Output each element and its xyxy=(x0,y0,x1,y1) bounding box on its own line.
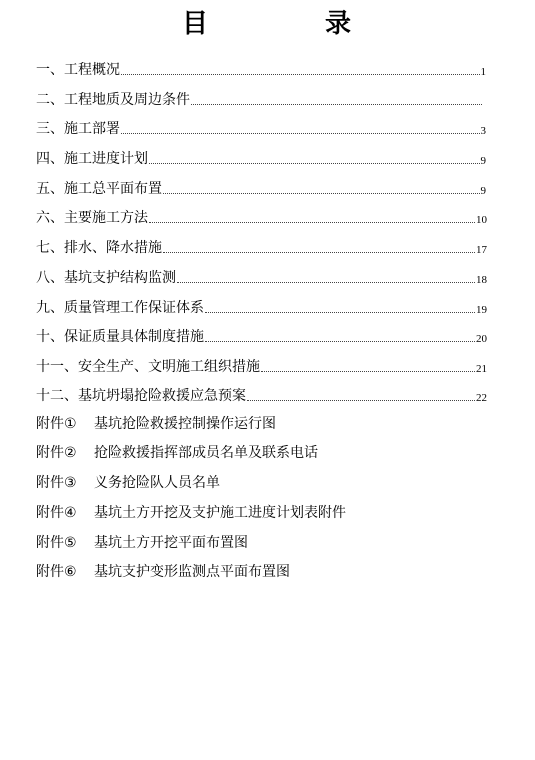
toc-entry xyxy=(36,88,483,110)
appendix-entry xyxy=(36,532,248,554)
toc-leader xyxy=(261,371,475,372)
toc-entry-page: 18 xyxy=(476,274,487,286)
toc-leader xyxy=(121,133,480,134)
toc-entry xyxy=(36,266,487,288)
appendix-title: 抢险救援指挥部成员名单及联系电话 xyxy=(94,445,318,461)
toc-entry-label: 二、工程地质及周边条件 xyxy=(36,92,190,108)
appendix-number: 附件④ xyxy=(36,505,77,521)
toc-entry-page: 3 xyxy=(480,125,486,137)
toc-entry-label: 一、工程概况 xyxy=(36,62,120,78)
appendix-entry xyxy=(36,413,276,435)
toc-leader xyxy=(149,222,475,223)
toc-entry-label: 八、基坑支护结构监测 xyxy=(36,270,176,286)
toc-entry-page: 20 xyxy=(476,333,487,345)
appendix-number: 附件⑤ xyxy=(36,535,77,551)
appendix-title: 基坑土方开挖及支护施工进度计划表附件 xyxy=(94,505,346,521)
appendix-title: 基坑土方开挖平面布置图 xyxy=(94,535,248,551)
toc-entry-label: 四、施工进度计划 xyxy=(36,151,148,167)
toc-entry xyxy=(36,206,487,228)
toc-leader xyxy=(163,193,480,194)
toc-entry-label: 六、主要施工方法 xyxy=(36,210,148,226)
toc-leader xyxy=(149,163,480,164)
toc-entry xyxy=(36,117,486,139)
page-title: 目 录 xyxy=(181,9,406,39)
appendix-title: 义务抢险队人员名单 xyxy=(94,475,220,491)
appendix-title: 基坑支护变形监测点平面布置图 xyxy=(94,564,290,580)
appendix-entry xyxy=(36,502,346,524)
toc-leader xyxy=(247,400,475,401)
toc-entry-page: 21 xyxy=(476,363,487,375)
toc-entry xyxy=(36,325,487,347)
toc-entry xyxy=(36,384,487,406)
toc-leader xyxy=(177,282,475,283)
toc-leader xyxy=(205,341,475,342)
toc-entry-page: 9 xyxy=(480,155,486,167)
toc-entry xyxy=(36,236,487,258)
toc-entry-page: 9 xyxy=(480,185,486,197)
toc-leader xyxy=(163,252,475,253)
toc-entry xyxy=(36,58,486,80)
toc-leader xyxy=(121,74,480,75)
appendix-number: 附件② xyxy=(36,445,77,461)
toc-entry-label: 九、质量管理工作保证体系 xyxy=(36,300,204,316)
toc-entry-label: 十一、安全生产、文明施工组织措施 xyxy=(36,359,260,375)
toc-entry-label: 三、施工部署 xyxy=(36,121,120,137)
toc-leader xyxy=(191,104,482,105)
toc-entry-page: 22 xyxy=(476,392,487,404)
appendix-number: 附件① xyxy=(36,416,77,432)
appendix-number: 附件③ xyxy=(36,475,77,491)
toc-entry-label: 七、排水、降水措施 xyxy=(36,240,162,256)
toc-entry xyxy=(36,355,487,377)
appendix-title: 基坑抢险救援控制操作运行图 xyxy=(94,416,276,432)
toc-entry xyxy=(36,177,486,199)
toc-entry xyxy=(36,147,486,169)
toc-entry xyxy=(36,296,487,318)
toc-leader xyxy=(205,312,475,313)
appendix-entry xyxy=(36,561,290,583)
toc-entry-page: 17 xyxy=(476,244,487,256)
toc-entry-page: 19 xyxy=(476,304,487,316)
toc-entry-label: 五、施工总平面布置 xyxy=(36,181,162,197)
toc-entry-page: 10 xyxy=(476,214,487,226)
toc-entry-label: 十、保证质量具体制度措施 xyxy=(36,329,204,345)
appendix-number: 附件⑥ xyxy=(36,564,77,580)
appendix-entry xyxy=(36,472,220,494)
toc-entry-page: 1 xyxy=(480,66,486,78)
appendix-entry xyxy=(36,442,318,464)
toc-entry-label: 十二、基坑坍塌抢险救援应急预案 xyxy=(36,388,246,404)
